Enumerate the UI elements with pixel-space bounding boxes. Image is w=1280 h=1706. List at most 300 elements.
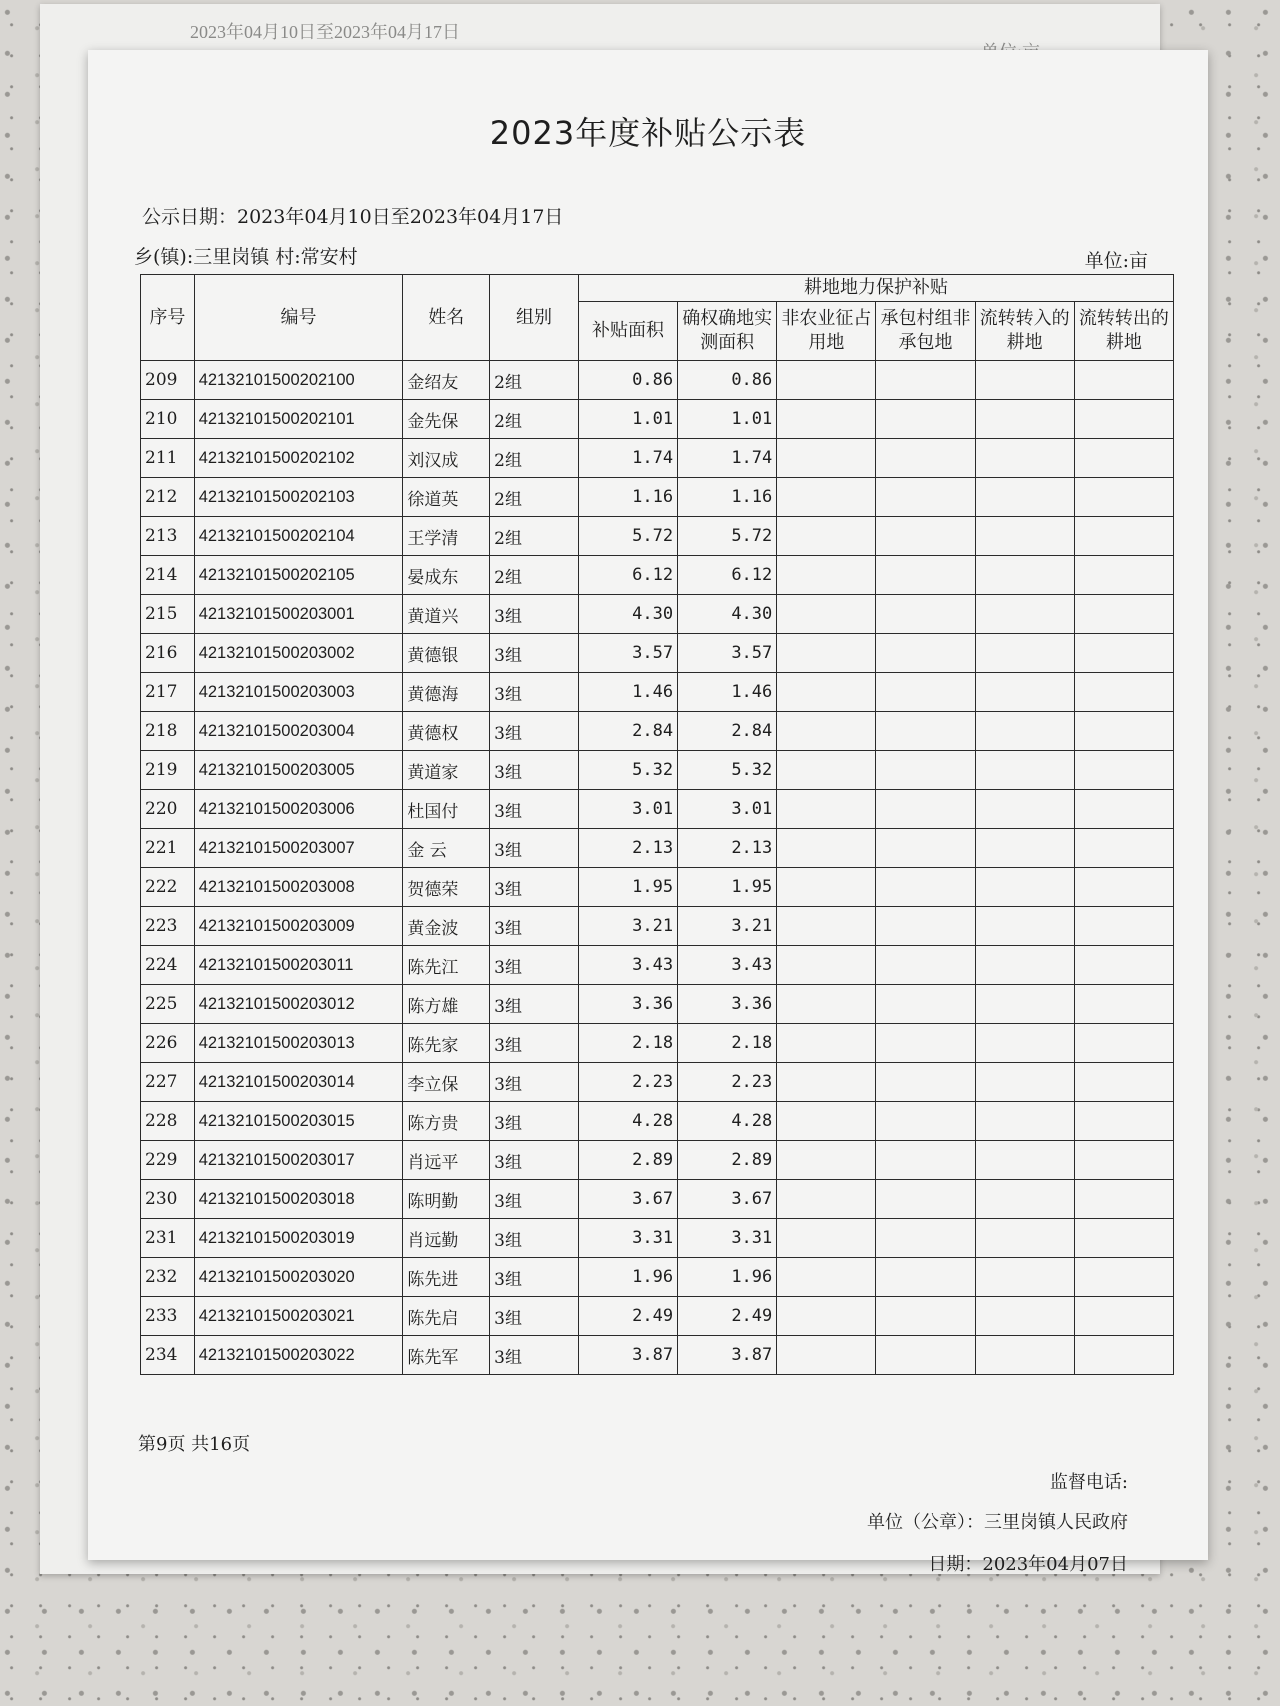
cell-subsidy-area: 2.23 (578, 1063, 677, 1102)
cell-subsidy-area: 2.49 (578, 1297, 677, 1336)
cell-empty (1074, 517, 1173, 556)
cell-code: 42132101500203015 (194, 1102, 403, 1141)
cell-subsidy-area: 4.30 (578, 595, 677, 634)
cell-code: 42132101500203020 (194, 1258, 403, 1297)
cell-empty (876, 712, 975, 751)
cell-subsidy-area: 3.01 (578, 790, 677, 829)
cell-seq: 213 (141, 517, 195, 556)
cell-name: 陈先军 (403, 1336, 490, 1375)
cell-empty (777, 829, 876, 868)
cell-code: 42132101500203012 (194, 985, 403, 1024)
cell-empty (876, 1063, 975, 1102)
table-row (141, 634, 1174, 673)
cell-measured-area: 6.12 (678, 556, 777, 595)
cell-empty (1074, 1024, 1173, 1063)
cell-group: 3组 (490, 1297, 579, 1336)
cell-empty (1074, 634, 1173, 673)
header-sub: 流转转出的耕地 (1074, 302, 1173, 361)
cell-seq: 216 (141, 634, 195, 673)
cell-measured-area: 5.32 (678, 751, 777, 790)
cell-seq: 219 (141, 751, 195, 790)
table-row (141, 400, 1174, 439)
cell-seq: 229 (141, 1141, 195, 1180)
cell-code: 42132101500203007 (194, 829, 403, 868)
cell-group: 3组 (490, 1024, 579, 1063)
cell-group: 3组 (490, 1063, 579, 1102)
cell-empty (777, 478, 876, 517)
cell-code: 42132101500203017 (194, 1141, 403, 1180)
cell-measured-area: 3.31 (678, 1219, 777, 1258)
cell-empty (975, 361, 1074, 400)
cell-code: 42132101500203014 (194, 1063, 403, 1102)
cell-empty (777, 595, 876, 634)
cell-empty (876, 1141, 975, 1180)
cell-measured-area: 5.72 (678, 517, 777, 556)
cell-seq: 222 (141, 868, 195, 907)
cell-measured-area: 3.43 (678, 946, 777, 985)
cell-measured-area: 2.18 (678, 1024, 777, 1063)
cell-empty (777, 556, 876, 595)
cell-name: 杜国付 (403, 790, 490, 829)
cell-seq: 223 (141, 907, 195, 946)
cell-measured-area: 1.46 (678, 673, 777, 712)
cell-name: 肖远勤 (403, 1219, 490, 1258)
cell-empty (975, 595, 1074, 634)
cell-seq: 228 (141, 1102, 195, 1141)
cell-empty (975, 478, 1074, 517)
table-row (141, 868, 1174, 907)
cell-empty (876, 439, 975, 478)
cell-code: 42132101500203001 (194, 595, 403, 634)
cell-empty (777, 751, 876, 790)
cell-empty (975, 1336, 1074, 1375)
table-row (141, 439, 1174, 478)
cell-empty (876, 868, 975, 907)
cell-code: 42132101500203006 (194, 790, 403, 829)
cell-subsidy-area: 3.43 (578, 946, 677, 985)
table-row (141, 673, 1174, 712)
cell-group: 3组 (490, 868, 579, 907)
cell-measured-area: 0.86 (678, 361, 777, 400)
cell-name: 陈先进 (403, 1258, 490, 1297)
cell-empty (777, 712, 876, 751)
cell-measured-area: 1.96 (678, 1258, 777, 1297)
cell-empty (1074, 1180, 1173, 1219)
cell-subsidy-area: 2.18 (578, 1024, 677, 1063)
table-row (141, 829, 1174, 868)
cell-group: 2组 (490, 517, 579, 556)
cell-code: 42132101500202100 (194, 361, 403, 400)
cell-seq: 230 (141, 1180, 195, 1219)
table-body (141, 361, 1174, 1375)
cell-empty (777, 1297, 876, 1336)
cell-group: 3组 (490, 1219, 579, 1258)
page-number: 第9页 共16页 (138, 1434, 251, 1455)
cell-empty (777, 1141, 876, 1180)
cell-empty (876, 1024, 975, 1063)
cell-group: 2组 (490, 400, 579, 439)
header-sub: 承包村组非承包地 (876, 302, 975, 361)
cell-code: 42132101500202105 (194, 556, 403, 595)
cell-empty (975, 1180, 1074, 1219)
cell-seq: 227 (141, 1063, 195, 1102)
cell-empty (777, 361, 876, 400)
cell-empty (777, 439, 876, 478)
table-row (141, 1180, 1174, 1219)
table-row (141, 1219, 1174, 1258)
header-group: 组别 (490, 275, 579, 361)
cell-seq: 217 (141, 673, 195, 712)
header-code: 编号 (194, 275, 403, 361)
cell-empty (876, 634, 975, 673)
cell-empty (975, 1258, 1074, 1297)
cell-empty (876, 595, 975, 634)
cell-subsidy-area: 0.86 (578, 361, 677, 400)
cell-group: 2组 (490, 478, 579, 517)
cell-measured-area: 2.84 (678, 712, 777, 751)
cell-empty (975, 907, 1074, 946)
back-sheet-date: 2023年04月10日至2023年04月17日 (190, 22, 460, 42)
cell-subsidy-area: 3.31 (578, 1219, 677, 1258)
cell-seq: 231 (141, 1219, 195, 1258)
cell-empty (777, 907, 876, 946)
cell-code: 42132101500203019 (194, 1219, 403, 1258)
cell-subsidy-area: 1.74 (578, 439, 677, 478)
table-row (141, 361, 1174, 400)
supervision-phone: 监督电话: (1049, 1472, 1128, 1493)
cell-name: 徐道英 (403, 478, 490, 517)
cell-name: 金 云 (403, 829, 490, 868)
cell-measured-area: 2.89 (678, 1141, 777, 1180)
table-row (141, 946, 1174, 985)
cell-group: 3组 (490, 1336, 579, 1375)
cell-empty (975, 517, 1074, 556)
cell-seq: 225 (141, 985, 195, 1024)
cell-subsidy-area: 1.16 (578, 478, 677, 517)
cell-seq: 214 (141, 556, 195, 595)
cell-empty (876, 400, 975, 439)
cell-empty (777, 1258, 876, 1297)
cell-empty (975, 1063, 1074, 1102)
cell-group: 3组 (490, 829, 579, 868)
cell-subsidy-area: 3.21 (578, 907, 677, 946)
cell-empty (876, 478, 975, 517)
cell-name: 晏成东 (403, 556, 490, 595)
cell-empty (1074, 1336, 1173, 1375)
cell-name: 黄金波 (403, 907, 490, 946)
cell-empty (1074, 400, 1173, 439)
cell-empty (777, 1180, 876, 1219)
header-sub: 流转转入的耕地 (975, 302, 1074, 361)
table-row (141, 712, 1174, 751)
cell-group: 3组 (490, 634, 579, 673)
cell-group: 2组 (490, 556, 579, 595)
cell-seq: 234 (141, 1336, 195, 1375)
cell-subsidy-area: 1.96 (578, 1258, 677, 1297)
cell-name: 陈先启 (403, 1297, 490, 1336)
notice-sheet (88, 50, 1208, 1575)
cell-group: 3组 (490, 1258, 579, 1297)
cell-empty (777, 1024, 876, 1063)
cell-group: 3组 (490, 1141, 579, 1180)
cell-subsidy-area: 1.01 (578, 400, 677, 439)
cell-empty (1074, 1219, 1173, 1258)
cell-empty (975, 946, 1074, 985)
cell-measured-area: 4.28 (678, 1102, 777, 1141)
cell-empty (975, 556, 1074, 595)
cell-name: 金绍友 (403, 361, 490, 400)
cell-empty (975, 673, 1074, 712)
cell-group: 3组 (490, 595, 579, 634)
cell-empty (975, 439, 1074, 478)
cell-code: 42132101500203002 (194, 634, 403, 673)
cell-empty (777, 1063, 876, 1102)
cell-subsidy-area: 2.89 (578, 1141, 677, 1180)
cell-measured-area: 3.36 (678, 985, 777, 1024)
cell-empty (777, 985, 876, 1024)
cell-seq: 232 (141, 1258, 195, 1297)
cell-subsidy-area: 1.46 (578, 673, 677, 712)
cell-empty (876, 556, 975, 595)
table-row (141, 1063, 1174, 1102)
cell-subsidy-area: 6.12 (578, 556, 677, 595)
cell-group: 3组 (490, 712, 579, 751)
cell-group: 3组 (490, 1102, 579, 1141)
cell-measured-area: 1.95 (678, 868, 777, 907)
cell-code: 42132101500202104 (194, 517, 403, 556)
cell-measured-area: 3.57 (678, 634, 777, 673)
town-village: 乡(镇):三里岗镇 村:常安村 (134, 246, 358, 268)
table-row (141, 1336, 1174, 1375)
cell-seq: 226 (141, 1024, 195, 1063)
cell-empty (1074, 985, 1173, 1024)
cell-code: 42132101500203022 (194, 1336, 403, 1375)
cell-empty (876, 907, 975, 946)
issue-date: 日期：2023年04月07日 (928, 1554, 1128, 1575)
cell-code: 42132101500202101 (194, 400, 403, 439)
cell-empty (1074, 790, 1173, 829)
cell-name: 李立保 (403, 1063, 490, 1102)
cell-seq: 215 (141, 595, 195, 634)
cell-empty (876, 1219, 975, 1258)
cell-seq: 224 (141, 946, 195, 985)
publicity-date: 公示日期：2023年04月10日至2023年04月17日 (142, 206, 564, 228)
table-row (141, 985, 1174, 1024)
cell-empty (975, 634, 1074, 673)
cell-empty (777, 790, 876, 829)
cell-code: 42132101500202103 (194, 478, 403, 517)
cell-name: 黄德海 (403, 673, 490, 712)
cell-subsidy-area: 3.67 (578, 1180, 677, 1219)
cell-empty (777, 634, 876, 673)
cell-seq: 210 (141, 400, 195, 439)
cell-empty (1074, 1102, 1173, 1141)
cell-subsidy-area: 3.57 (578, 634, 677, 673)
cell-empty (975, 829, 1074, 868)
cell-group: 3组 (490, 985, 579, 1024)
cell-measured-area: 2.49 (678, 1297, 777, 1336)
cell-group: 3组 (490, 673, 579, 712)
cell-seq: 233 (141, 1297, 195, 1336)
cell-empty (876, 946, 975, 985)
cell-empty (876, 751, 975, 790)
cell-group: 3组 (490, 790, 579, 829)
cell-name: 肖远平 (403, 1141, 490, 1180)
cell-empty (1074, 907, 1173, 946)
cell-empty (1074, 1141, 1173, 1180)
cell-name: 黄德权 (403, 712, 490, 751)
cell-empty (1074, 361, 1173, 400)
cell-group: 3组 (490, 907, 579, 946)
cell-name: 陈先家 (403, 1024, 490, 1063)
cell-subsidy-area: 4.28 (578, 1102, 677, 1141)
cell-empty (1074, 439, 1173, 478)
cell-empty (975, 790, 1074, 829)
cell-group: 2组 (490, 439, 579, 478)
cell-subsidy-area: 5.72 (578, 517, 677, 556)
cell-empty (876, 517, 975, 556)
cell-empty (975, 1141, 1074, 1180)
cell-name: 刘汉成 (403, 439, 490, 478)
cell-name: 贺德荣 (403, 868, 490, 907)
header-sub: 补贴面积 (578, 302, 677, 361)
header-subsidy-group: 耕地地力保护补贴 (578, 275, 1173, 302)
table-row (141, 517, 1174, 556)
header-seq: 序号 (141, 275, 195, 361)
cell-measured-area: 3.21 (678, 907, 777, 946)
cell-empty (975, 1219, 1074, 1258)
cell-subsidy-area: 3.36 (578, 985, 677, 1024)
table-row (141, 478, 1174, 517)
cell-measured-area: 3.87 (678, 1336, 777, 1375)
cell-empty (975, 1024, 1074, 1063)
header-name: 姓名 (403, 275, 490, 361)
table-row (141, 790, 1174, 829)
issuing-unit: 单位（公章）：三里岗镇人民政府 (867, 1512, 1128, 1533)
cell-code: 42132101500203008 (194, 868, 403, 907)
cell-empty (1074, 751, 1173, 790)
cell-measured-area: 3.01 (678, 790, 777, 829)
cell-name: 王学清 (403, 517, 490, 556)
cell-seq: 211 (141, 439, 195, 478)
header-sub: 非农业征占用地 (777, 302, 876, 361)
cell-empty (777, 673, 876, 712)
table-row (141, 556, 1174, 595)
cell-empty (876, 1180, 975, 1219)
table-row (141, 751, 1174, 790)
cell-empty (1074, 868, 1173, 907)
cell-seq: 221 (141, 829, 195, 868)
cell-code: 42132101500203018 (194, 1180, 403, 1219)
cell-empty (777, 1102, 876, 1141)
table-row (141, 1102, 1174, 1141)
cell-name: 黄德银 (403, 634, 490, 673)
cell-group: 3组 (490, 1180, 579, 1219)
cell-empty (876, 1258, 975, 1297)
cell-seq: 218 (141, 712, 195, 751)
subsidy-table (140, 274, 1174, 1375)
table-row (141, 907, 1174, 946)
cell-empty (975, 1297, 1074, 1336)
cell-empty (1074, 1063, 1173, 1102)
cell-empty (876, 1102, 975, 1141)
cell-empty (1074, 1258, 1173, 1297)
cell-name: 陈先江 (403, 946, 490, 985)
cell-empty (975, 712, 1074, 751)
cell-empty (975, 868, 1074, 907)
table-row (141, 1258, 1174, 1297)
cell-group: 2组 (490, 361, 579, 400)
cell-name: 陈明勤 (403, 1180, 490, 1219)
cell-code: 42132101500203021 (194, 1297, 403, 1336)
cell-name: 金先保 (403, 400, 490, 439)
cell-subsidy-area: 2.13 (578, 829, 677, 868)
cell-empty (777, 400, 876, 439)
cell-empty (1074, 556, 1173, 595)
cell-name: 陈方贵 (403, 1102, 490, 1141)
cell-measured-area: 4.30 (678, 595, 777, 634)
header-sub: 确权确地实测面积 (678, 302, 777, 361)
cell-measured-area: 2.13 (678, 829, 777, 868)
cell-empty (1074, 712, 1173, 751)
cell-empty (777, 517, 876, 556)
cell-empty (1074, 478, 1173, 517)
cell-seq: 212 (141, 478, 195, 517)
cell-code: 42132101500203013 (194, 1024, 403, 1063)
cell-empty (876, 361, 975, 400)
table-row (141, 1297, 1174, 1336)
cell-empty (1074, 1297, 1173, 1336)
cell-seq: 209 (141, 361, 195, 400)
cell-measured-area: 1.01 (678, 400, 777, 439)
cell-code: 42132101500203004 (194, 712, 403, 751)
cell-name: 陈方雄 (403, 985, 490, 1024)
cell-empty (1074, 946, 1173, 985)
cell-code: 42132101500203003 (194, 673, 403, 712)
cell-subsidy-area: 5.32 (578, 751, 677, 790)
cell-empty (876, 790, 975, 829)
cell-seq: 220 (141, 790, 195, 829)
cell-empty (975, 1102, 1074, 1141)
cell-code: 42132101500202102 (194, 439, 403, 478)
cell-empty (777, 1336, 876, 1375)
cell-code: 42132101500203005 (194, 751, 403, 790)
cell-code: 42132101500203011 (194, 946, 403, 985)
cell-empty (1074, 829, 1173, 868)
cell-empty (876, 829, 975, 868)
cell-subsidy-area: 1.95 (578, 868, 677, 907)
cell-subsidy-area: 2.84 (578, 712, 677, 751)
cell-measured-area: 1.16 (678, 478, 777, 517)
cell-empty (777, 946, 876, 985)
table-row (141, 1024, 1174, 1063)
page-title: 2023年度补贴公示表 (489, 114, 807, 152)
cell-empty (876, 985, 975, 1024)
table-row (141, 595, 1174, 634)
cell-empty (975, 985, 1074, 1024)
cell-subsidy-area: 3.87 (578, 1336, 677, 1375)
cell-empty (876, 1297, 975, 1336)
cell-name: 黄道兴 (403, 595, 490, 634)
cell-code: 42132101500203009 (194, 907, 403, 946)
cell-measured-area: 3.67 (678, 1180, 777, 1219)
cell-measured-area: 2.23 (678, 1063, 777, 1102)
cell-empty (1074, 595, 1173, 634)
cell-empty (975, 400, 1074, 439)
cell-empty (1074, 673, 1173, 712)
cell-group: 3组 (490, 946, 579, 985)
cell-measured-area: 1.74 (678, 439, 777, 478)
